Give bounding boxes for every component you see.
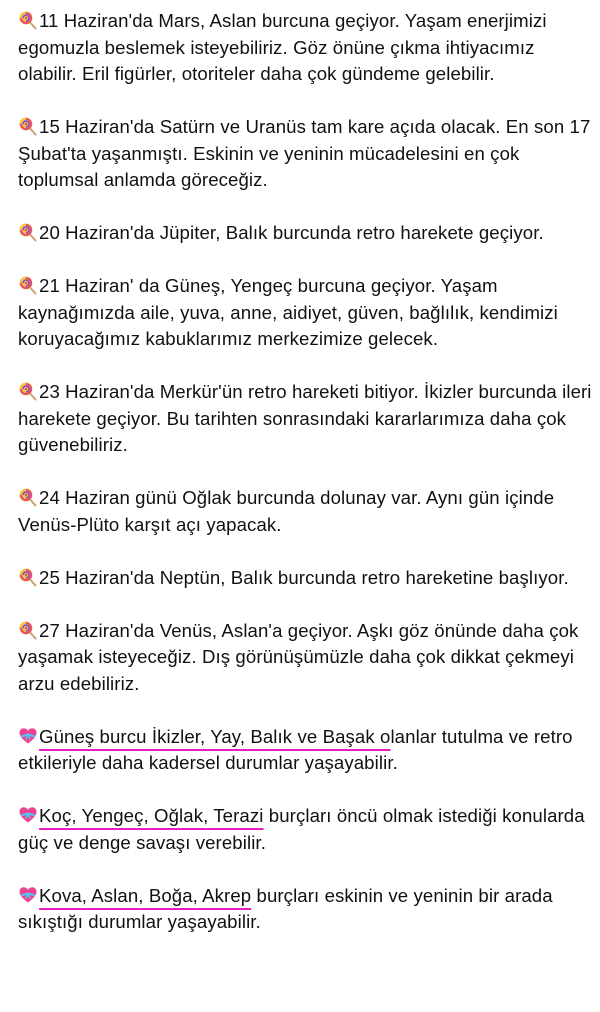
lollipop-icon [18, 567, 38, 587]
lollipop-icon [18, 620, 38, 640]
lollipop-icon [18, 275, 38, 295]
lollipop-icon [18, 116, 38, 136]
highlighted-signs: Koç, Yengeç, Oğlak, Terazi [39, 805, 264, 826]
heart-with-ribbon-icon [18, 805, 38, 825]
sign-note: Kova, Aslan, Boğa, Akrep burçları eskinin ve yeninin bir arada sıkıştığı durumlar yaşayabilir. [18, 884, 553, 932]
lollipop-icon [18, 487, 38, 507]
post-body [18, 8, 592, 936]
highlighted-signs: Güneş burcu İkizler, Yay, Balık ve Başak o [39, 725, 391, 747]
list-item: 21 Haziran' da Güneş, Yengeç burcuna geçiyor. Yaşam kaynağımızda aile, yuva, anne, aidiyet, güven, bağlılık, kendimizi koruyacağımız kabuklarımız merkezimize gelecek. [18, 275, 558, 349]
list-item: 27 Haziran'da Venüs, Aslan'a geçiyor. Aşkı göz önünde daha çok yaşamak isteyeceğiz. Dış görünüşümüzle daha çok dikkat çekmeyi arzu edebiliriz. [18, 619, 579, 694]
lollipop-icon [18, 10, 38, 30]
lollipop-icon [18, 381, 38, 401]
list-item: 23 Haziran'da Merkür'ün retro hareketi bitiyor. İkizler burcunda ileri harekete geçiyor. Bu tarihten sonrasındaki kararlarımıza daha çok güvenebiliriz. [18, 381, 592, 455]
heart-with-ribbon-icon [18, 885, 38, 905]
list-item: 25 Haziran'da Neptün, Balık burcunda retro hareketine başlıyor. [18, 565, 592, 592]
highlighted-signs: Kova, Aslan, Boğa, Akrep [39, 884, 252, 906]
list-item: 20 Haziran'da Jüpiter, Balık burcunda retro harekete geçiyor. [18, 220, 592, 247]
list-item: 24 Haziran günü Oğlak burcunda dolunay var. Aynı gün içinde Venüs-Plüto karşıt açı yapacak. [18, 487, 555, 535]
list-item: 11 Haziran'da Mars, Aslan burcuna geçiyor. Yaşam enerjimizi egomuzla beslemek isteyebiliriz. Göz önüne çıkma ihtiyacımız olabilir. Eril figürler, otoriteler daha çok gündeme gelebilir. [18, 10, 547, 84]
heart-with-ribbon-icon [18, 726, 38, 746]
sign-note: Koç, Yengeç, Oğlak, Terazi burçları öncü olmak istediği konularda güç ve denge savaşı verebilir. [18, 805, 585, 853]
list-item: 15 Haziran'da Satürn ve Uranüs tam kare açıda olacak. En son 17 Şubat'ta yaşanmıştı. Eskinin ve yeninin mücadelesini en çok toplumsal anlamda göreceğiz. [18, 116, 591, 190]
sign-note: Güneş burcu İkizler, Yay, Balık ve Başak olanlar tutulma ve retro etkileriyle daha kadersel durumlar yaşayabilir. [18, 725, 573, 773]
lollipop-icon [18, 222, 38, 242]
